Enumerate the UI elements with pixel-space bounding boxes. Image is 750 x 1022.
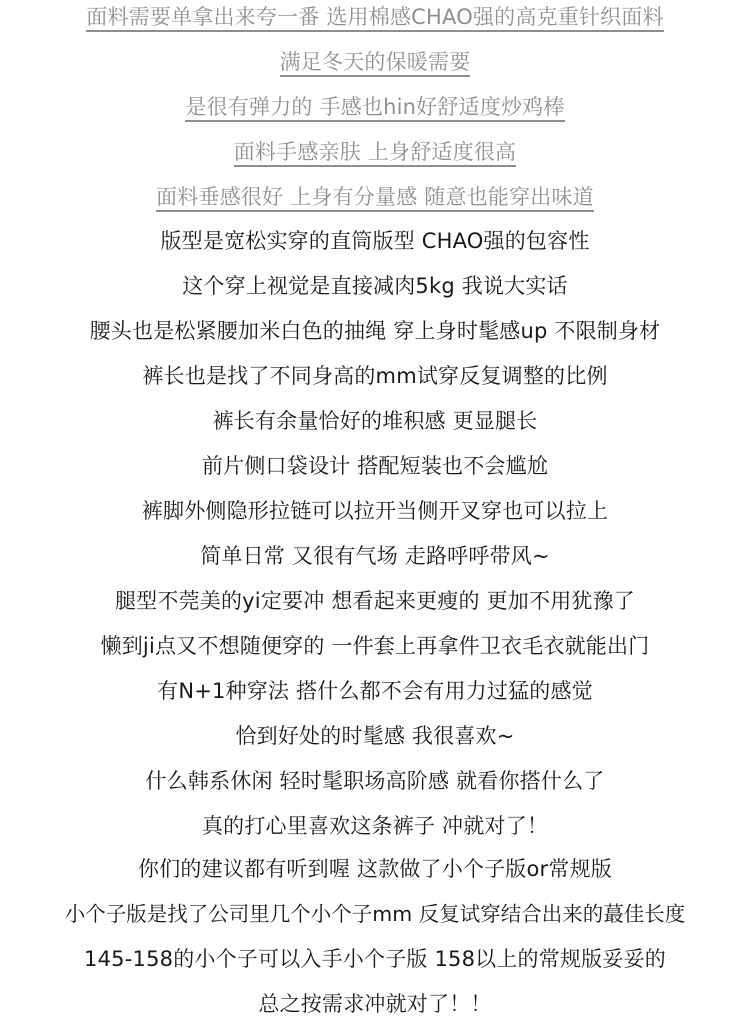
body-line-text: 裤长有余量恰好的堆积感 更显腿长 (212, 409, 538, 433)
body-line (0, 317, 750, 345)
body-line (0, 767, 750, 795)
body-line (0, 272, 750, 300)
body-line (0, 587, 750, 615)
highlight-line-elasticity (0, 93, 750, 121)
highlight-text: 面料手感亲肤 上身舒适度很高 (234, 139, 516, 167)
highlight-line-fabric-intro (0, 3, 750, 31)
body-line-text: 这个穿上视觉是直接减肉5kg 我说大实话 (182, 274, 568, 298)
body-line-text: 简单日常 又很有气场 走路呼呼带风~ (200, 544, 550, 568)
body-line-text: 裤长也是找了不同身高的mm试穿反复调整的比例 (142, 364, 608, 388)
body-line-text: 什么韩系休闲 轻时髦职场高阶感 就看你搭什么了 (145, 769, 605, 793)
highlight-text: 是很有弹力的 手感也hin好舒适度炒鸡棒 (185, 94, 564, 122)
highlight-text: 面料需要单拿出来夸一番 选用棉感CHAO强的高克重针织面料 (86, 4, 663, 32)
body-line-text: 真的打心里喜欢这条裤子 冲就对了！ (201, 814, 549, 838)
body-line-text: 懒到ji点又不想随便穿的 一件套上再拿件卫衣毛衣就能出门 (100, 634, 650, 658)
body-line-text: 145-158的小个子可以入手小个子版 158以上的常规版妥妥的 (84, 947, 666, 971)
body-line-text: 腿型不莞美的yi定要冲 想看起来更瘦的 更加不用犹豫了 (114, 589, 635, 613)
body-line (0, 542, 750, 570)
highlight-text: 面料垂感很好 上身有分量感 随意也能穿出味道 (156, 184, 594, 212)
body-line (0, 227, 750, 255)
body-line-text: 腰头也是松紧腰加米白色的抽绳 穿上身时髦感up 不限制身材 (89, 319, 661, 343)
body-line (0, 362, 750, 390)
body-line (0, 497, 750, 525)
body-line (0, 632, 750, 660)
body-line-text: 你们的建议都有听到喔 这款做了小个子版or常规版 (138, 857, 612, 881)
body-line (0, 677, 750, 705)
highlight-line-warmth (0, 48, 750, 76)
body-line (0, 900, 750, 928)
body-line-text: 裤脚外侧隐形拉链可以拉开当侧开叉穿也可以拉上 (141, 499, 609, 523)
body-line (0, 722, 750, 750)
body-line (0, 990, 750, 1018)
body-line-text: 版型是宽松实穿的直筒版型 CHAO强的包容性 (160, 229, 590, 253)
body-line (0, 945, 750, 973)
body-line (0, 812, 750, 840)
body-line-text: 前片侧口袋设计 搭配短装也不会尴尬 (201, 454, 549, 478)
body-line-text: 总之按需求冲就对了！！ (258, 992, 492, 1016)
body-line (0, 407, 750, 435)
body-line (0, 452, 750, 480)
body-line-text: 恰到好处的时髦感 我很喜欢~ (235, 724, 515, 748)
body-line-text: 有N+1种穿法 搭什么都不会有用力过猛的感觉 (157, 679, 593, 703)
highlight-line-skin-feel (0, 138, 750, 166)
body-line-text: 小个子版是找了公司里几个小个子mm 反复试穿结合出来的蕞佳长度 (64, 902, 686, 926)
highlight-line-drape (0, 183, 750, 211)
highlight-text: 满足冬天的保暖需要 (280, 49, 471, 77)
body-line (0, 855, 750, 883)
